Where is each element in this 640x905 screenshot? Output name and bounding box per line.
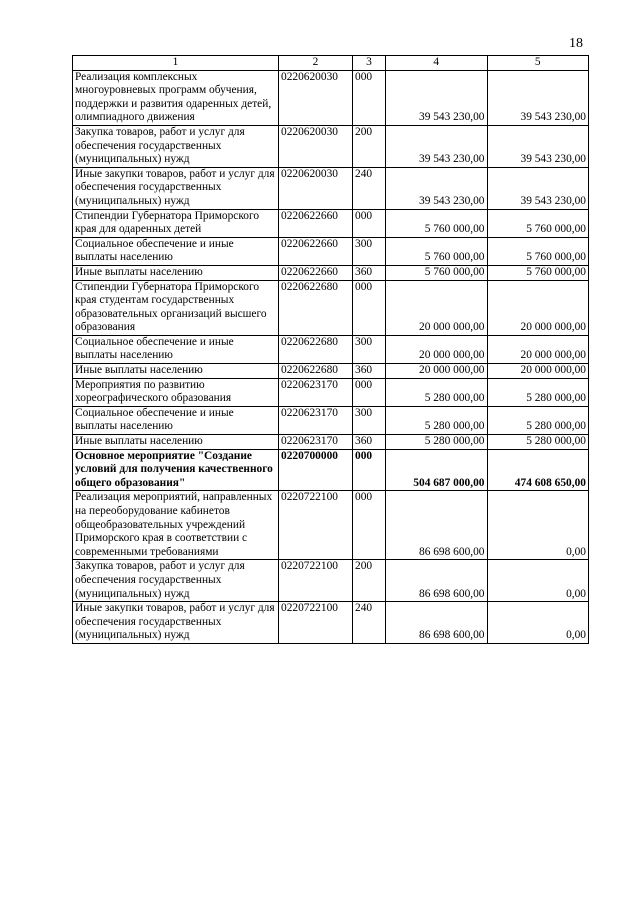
row-sum-cell: 20 000 000,00 <box>386 280 488 335</box>
table-row <box>73 602 589 644</box>
row-type-cell: 300 <box>353 237 386 265</box>
column-header: 1 <box>73 56 279 71</box>
row-sum-cell: 39 543 230,00 <box>386 70 488 125</box>
table-row <box>73 167 589 209</box>
row-name-cell: Закупка товаров, работ и услуг для обеспечения государственных (муниципальных) нужд <box>73 125 279 167</box>
column-header: 2 <box>279 56 353 71</box>
row-sum-cell: 504 687 000,00 <box>386 449 488 491</box>
row-type-cell: 300 <box>353 335 386 363</box>
row-name-cell: Реализация комплексных многоуровневых программ обучения, поддержки и развития одаренных детей, олимпиадного движения <box>73 70 279 125</box>
table-row <box>73 265 589 280</box>
table-row <box>73 364 589 379</box>
row-code-cell: 0220623170 <box>279 406 353 434</box>
table-row <box>73 449 589 491</box>
table-row <box>73 237 589 265</box>
row-sum-cell: 5 280 000,00 <box>386 406 488 434</box>
table-row <box>73 406 589 434</box>
row-sum-cell: 39 543 230,00 <box>386 167 488 209</box>
row-sum-cell: 5 760 000,00 <box>386 209 488 237</box>
row-type-cell: 000 <box>353 449 386 491</box>
row-sum-cell: 5 760 000,00 <box>386 237 488 265</box>
row-sum-cell: 39 543 230,00 <box>386 125 488 167</box>
column-header: 3 <box>353 56 386 71</box>
row-sum-cell: 5 760 000,00 <box>487 237 589 265</box>
row-type-cell: 000 <box>353 209 386 237</box>
row-sum-cell: 86 698 600,00 <box>386 602 488 644</box>
row-type-cell: 200 <box>353 560 386 602</box>
row-sum-cell: 20 000 000,00 <box>487 335 589 363</box>
row-sum-cell: 5 280 000,00 <box>487 378 589 406</box>
row-name-cell: Закупка товаров, работ и услуг для обеспечения государственных (муниципальных) нужд <box>73 560 279 602</box>
row-sum-cell: 0,00 <box>487 602 589 644</box>
row-sum-cell: 20 000 000,00 <box>386 364 488 379</box>
row-code-cell: 0220622660 <box>279 237 353 265</box>
row-sum-cell: 86 698 600,00 <box>386 560 488 602</box>
row-sum-cell: 0,00 <box>487 560 589 602</box>
row-type-cell: 360 <box>353 364 386 379</box>
row-type-cell: 000 <box>353 70 386 125</box>
row-sum-cell: 5 280 000,00 <box>386 435 488 450</box>
row-type-cell: 360 <box>353 265 386 280</box>
row-sum-cell: 20 000 000,00 <box>487 364 589 379</box>
row-sum-cell: 0,00 <box>487 491 589 560</box>
row-code-cell: 0220623170 <box>279 378 353 406</box>
row-code-cell: 0220620030 <box>279 167 353 209</box>
row-name-cell: Стипендии Губернатора Приморского края для одаренных детей <box>73 209 279 237</box>
row-sum-cell: 5 280 000,00 <box>487 435 589 450</box>
row-sum-cell: 39 543 230,00 <box>487 167 589 209</box>
column-header: 4 <box>386 56 488 71</box>
row-sum-cell: 5 280 000,00 <box>386 378 488 406</box>
row-code-cell: 0220722100 <box>279 491 353 560</box>
row-code-cell: 0220620030 <box>279 70 353 125</box>
row-code-cell: 0220620030 <box>279 125 353 167</box>
row-name-cell: Социальное обеспечение и иные выплаты населению <box>73 237 279 265</box>
row-name-cell: Реализация мероприятий, направленных на переоборудование кабинетов общеобразовательных учреждений Приморского края в соответствии с современными требованиями <box>73 491 279 560</box>
table-row <box>73 280 589 335</box>
table-row <box>73 209 589 237</box>
column-header: 5 <box>487 56 589 71</box>
row-sum-cell: 5 760 000,00 <box>487 265 589 280</box>
row-type-cell: 360 <box>353 435 386 450</box>
row-sum-cell: 474 608 650,00 <box>487 449 589 491</box>
row-type-cell: 000 <box>353 280 386 335</box>
row-code-cell: 0220622660 <box>279 209 353 237</box>
row-name-cell: Мероприятия по развитию хореографического образования <box>73 378 279 406</box>
row-sum-cell: 5 760 000,00 <box>487 209 589 237</box>
row-name-cell: Иные выплаты населению <box>73 364 279 379</box>
row-name-cell: Социальное обеспечение и иные выплаты населению <box>73 406 279 434</box>
row-type-cell: 240 <box>353 167 386 209</box>
row-name-cell: Иные закупки товаров, работ и услуг для обеспечения государственных (муниципальных) нужд <box>73 602 279 644</box>
row-name-cell: Иные выплаты населению <box>73 435 279 450</box>
row-code-cell: 0220722100 <box>279 560 353 602</box>
table-header-row <box>73 56 589 71</box>
row-code-cell: 0220622660 <box>279 265 353 280</box>
row-code-cell: 0220623170 <box>279 435 353 450</box>
table-row <box>73 378 589 406</box>
table-row <box>73 491 589 560</box>
row-name-cell: Иные выплаты населению <box>73 265 279 280</box>
row-code-cell: 0220722100 <box>279 602 353 644</box>
row-sum-cell: 39 543 230,00 <box>487 125 589 167</box>
budget-table <box>72 55 589 644</box>
page-number: 18 <box>569 36 583 51</box>
table-row <box>73 335 589 363</box>
row-sum-cell: 5 280 000,00 <box>487 406 589 434</box>
row-sum-cell: 20 000 000,00 <box>487 280 589 335</box>
row-name-cell: Стипендии Губернатора Приморского края студентам государственных образовательных организаций высшего образования <box>73 280 279 335</box>
row-type-cell: 000 <box>353 378 386 406</box>
row-code-cell: 0220622680 <box>279 280 353 335</box>
row-name-cell: Основное мероприятие "Создание условий для получения качественного общего образования" <box>73 449 279 491</box>
table-row <box>73 70 589 125</box>
row-code-cell: 0220622680 <box>279 335 353 363</box>
row-code-cell: 0220622680 <box>279 364 353 379</box>
row-sum-cell: 5 760 000,00 <box>386 265 488 280</box>
row-name-cell: Социальное обеспечение и иные выплаты населению <box>73 335 279 363</box>
table-row <box>73 125 589 167</box>
row-sum-cell: 39 543 230,00 <box>487 70 589 125</box>
table-body <box>73 70 589 643</box>
row-type-cell: 300 <box>353 406 386 434</box>
row-code-cell: 0220700000 <box>279 449 353 491</box>
table-row <box>73 560 589 602</box>
row-sum-cell: 86 698 600,00 <box>386 491 488 560</box>
row-sum-cell: 20 000 000,00 <box>386 335 488 363</box>
row-type-cell: 200 <box>353 125 386 167</box>
row-name-cell: Иные закупки товаров, работ и услуг для обеспечения государственных (муниципальных) нужд <box>73 167 279 209</box>
table-row <box>73 435 589 450</box>
row-type-cell: 240 <box>353 602 386 644</box>
row-type-cell: 000 <box>353 491 386 560</box>
